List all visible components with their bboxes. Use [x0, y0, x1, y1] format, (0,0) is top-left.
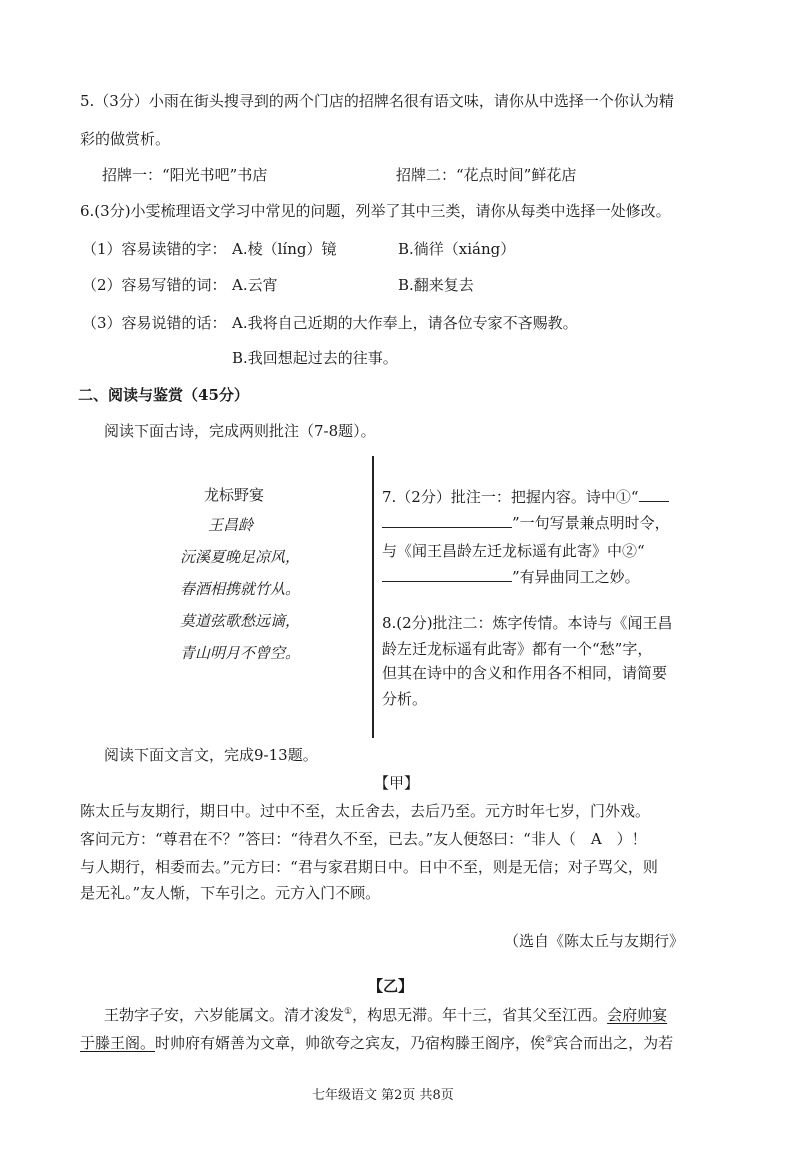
yi-underlined-text: 于滕王阁。: [80, 1034, 156, 1052]
jia-line: 客问元方：“尊君在不？”答曰：“待君久不至，已去。”友人便怒曰：“非人（ A ）！: [80, 830, 647, 848]
q7-line2: [382, 512, 670, 533]
poem-line: 春酒相携就竹从。: [180, 580, 301, 598]
answer-blank-2[interactable]: [382, 567, 512, 582]
q6-row3-a: A.我将自己近期的大作奉上，请各位专家不吝赐教。: [232, 314, 578, 332]
answer-blank-1-cont[interactable]: [382, 513, 512, 528]
jia-title: 【甲】: [374, 774, 420, 792]
footnote-marker: ②: [545, 1035, 554, 1045]
yi-line1: [104, 1004, 667, 1025]
q6-intro: 6.(3分)小雯梳理语文学习中常见的问题，列举了其中三类，请你从每类中选择一处修改。: [80, 202, 671, 220]
q7-line1: [382, 486, 669, 507]
wenyan-intro: 阅读下面文言文，完成9-13题。: [104, 746, 318, 764]
section-heading: 二、阅读与鉴赏（45分）: [78, 386, 249, 404]
q6-row1-label: （1）容易读错的字：: [82, 240, 227, 258]
answer-blank-1[interactable]: [639, 487, 669, 502]
poem-author: 王昌龄: [208, 516, 254, 534]
poem-line: 沅溪夏晚足凉风，: [180, 548, 301, 566]
yi-line2: [80, 1032, 673, 1053]
q8-line3: 但其在诗中的含义和作用各不相同，请简要: [382, 664, 668, 682]
footnote-marker: ①: [344, 1007, 353, 1017]
jia-line: 陈太丘与友期行，期日中。过中不至，太丘舍去，去后乃至。元方时年七岁，门外戏。: [80, 802, 651, 820]
yi-title: 【乙】: [368, 977, 414, 995]
q8-line1: 8.(2分)批注二：炼字传情。本诗与《闻王昌: [382, 614, 673, 632]
q5-line1: 5.（3分）小雨在街头搜寻到的两个门店的招牌名很有语文味，请你从中选择一个你认为精: [80, 92, 674, 110]
q6-row1-b: B.徜徉（xiáng）: [398, 240, 516, 258]
yi-text: ，构思无滞。年十三，省其父至江西。: [352, 1006, 608, 1024]
q7-text: ”有异曲同工之妙。: [512, 568, 640, 586]
q6-row3-label: （3）容易说错的话：: [82, 314, 227, 332]
q7-text: 7.（2分）批注一：把握内容。诗中①“: [382, 488, 639, 506]
poem-line: 莫道弦歌愁远谪，: [180, 612, 301, 630]
q6-row2-b: B.翻来复去: [398, 276, 474, 294]
q6-row2-a: A.云宵: [232, 276, 278, 294]
page-footer: 七年级语文 第2页 共8页: [312, 1088, 454, 1103]
q5-sign1: 招牌一：“阳光书吧”书店: [102, 166, 268, 184]
q5-sign2: 招牌二：“花点时间”鲜花店: [396, 166, 577, 184]
jia-source: （选自《陈太丘与友期行》: [504, 932, 685, 950]
q8-line4: 分析。: [382, 690, 428, 708]
poem-intro: 阅读下面古诗，完成两则批注（7-8题）。: [104, 422, 376, 440]
column-divider: [372, 456, 374, 738]
poem-line: 青山明月不曾空。: [180, 644, 301, 662]
q8-line2: 龄左迁龙标遥有此寄》都有一个“愁”字，: [382, 640, 653, 658]
yi-text: 宾合而出之，为若: [553, 1034, 674, 1052]
yi-text: 王勃字子安，六岁能属文。清才浚发: [104, 1006, 345, 1024]
q7-line4: [382, 566, 640, 587]
jia-line: 与人期行，相委而去。”元方曰：“君与家君期日中。日中不至，则是无信；对子骂父，则: [80, 858, 658, 876]
q7-text: ”一句写景兼点明时令，: [512, 514, 670, 532]
q6-row1-a: A.棱（líng）镜: [232, 240, 337, 258]
poem-title: 龙标野宴: [204, 486, 265, 504]
q5-line2: 彩的做赏析。: [80, 130, 171, 148]
yi-text: 时帅府有婿善为文章，帅欲夸之宾友，乃宿构滕王阁序，俟: [155, 1034, 546, 1052]
q6-row3-b: B.我回想起过去的往事。: [232, 349, 398, 367]
q6-row2-label: （2）容易写错的词：: [82, 276, 227, 294]
jia-line: 是无礼。”友人惭，下车引之。元方入门不顾。: [80, 884, 381, 902]
q7-line3: 与《闻王昌龄左迁龙标遥有此寄》中②“: [382, 542, 645, 560]
yi-underlined-text: 会府帅宴: [607, 1006, 668, 1024]
